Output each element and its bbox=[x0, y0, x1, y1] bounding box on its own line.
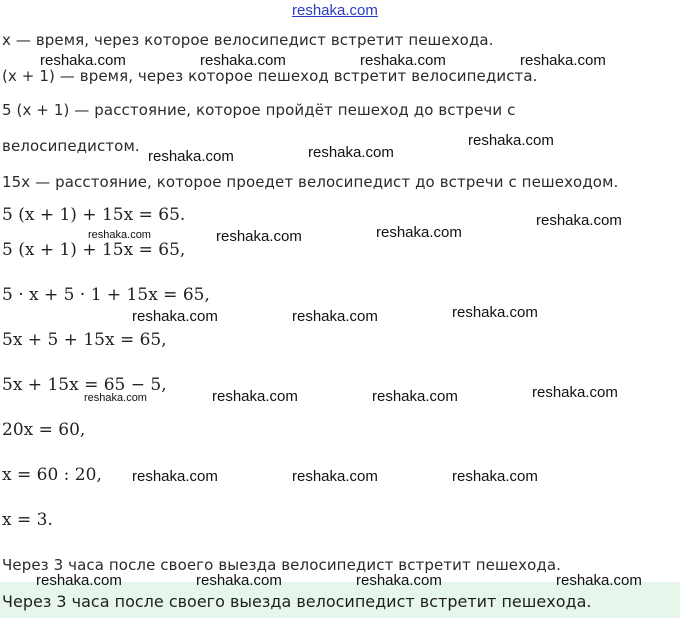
watermark: reshaka.com bbox=[196, 572, 282, 589]
watermark: reshaka.com bbox=[88, 229, 151, 241]
site-watermark-link[interactable]: reshaka.com bbox=[292, 2, 378, 19]
line-distance-pedestrian: 5 (x + 1) — расстояние, которое пройдёт пешеход до встречи с bbox=[2, 101, 516, 119]
watermark: reshaka.com bbox=[132, 308, 218, 325]
watermark: reshaka.com bbox=[216, 228, 302, 245]
watermark: reshaka.com bbox=[536, 212, 622, 229]
watermark: reshaka.com bbox=[36, 572, 122, 589]
watermark: reshaka.com bbox=[520, 52, 606, 69]
watermark: reshaka.com bbox=[532, 384, 618, 401]
watermark: reshaka.com bbox=[40, 52, 126, 69]
watermark: reshaka.com bbox=[556, 572, 642, 589]
equation-2: 5 (x + 1) + 15x = 65, bbox=[2, 240, 186, 260]
line-time-cyclist: x — время, через которое велосипедист встретит пешехода. bbox=[2, 31, 494, 49]
watermark: reshaka.com bbox=[308, 144, 394, 161]
line-distance-pedestrian-cont: велосипедистом. bbox=[2, 137, 140, 155]
equation-3: 5 · x + 5 · 1 + 15x = 65, bbox=[2, 285, 210, 305]
watermark: reshaka.com bbox=[292, 308, 378, 325]
watermark: reshaka.com bbox=[200, 52, 286, 69]
equation-8: x = 3. bbox=[2, 510, 53, 530]
watermark: reshaka.com bbox=[360, 52, 446, 69]
equation-5: 5x + 15x = 65 − 5, bbox=[2, 375, 167, 395]
answer-text: Через 3 часа после своего выезда велосипедист встретит пешехода. bbox=[2, 592, 592, 611]
watermark: reshaka.com bbox=[84, 392, 147, 404]
watermark: reshaka.com bbox=[452, 468, 538, 485]
watermark: reshaka.com bbox=[212, 388, 298, 405]
watermark: reshaka.com bbox=[452, 304, 538, 321]
watermark: reshaka.com bbox=[148, 148, 234, 165]
conclusion-line: Через 3 часа после своего выезда велосипедист встретит пешехода. bbox=[2, 556, 562, 574]
watermark: reshaka.com bbox=[372, 388, 458, 405]
watermark: reshaka.com bbox=[356, 572, 442, 589]
equation-1: 5 (x + 1) + 15x = 65. bbox=[2, 205, 186, 225]
watermark: reshaka.com bbox=[132, 468, 218, 485]
equation-4: 5x + 5 + 15x = 65, bbox=[2, 330, 167, 350]
watermark: reshaka.com bbox=[468, 132, 554, 149]
watermark: reshaka.com bbox=[376, 224, 462, 241]
watermark: reshaka.com bbox=[292, 468, 378, 485]
equation-7: x = 60 : 20, bbox=[2, 465, 102, 485]
equation-6: 20x = 60, bbox=[2, 420, 86, 440]
line-distance-cyclist: 15x — расстояние, которое проедет велосипедист до встречи с пешеходом. bbox=[2, 173, 619, 191]
line-time-pedestrian: (x + 1) — время, через которое пешеход встретит велосипедиста. bbox=[2, 67, 538, 85]
